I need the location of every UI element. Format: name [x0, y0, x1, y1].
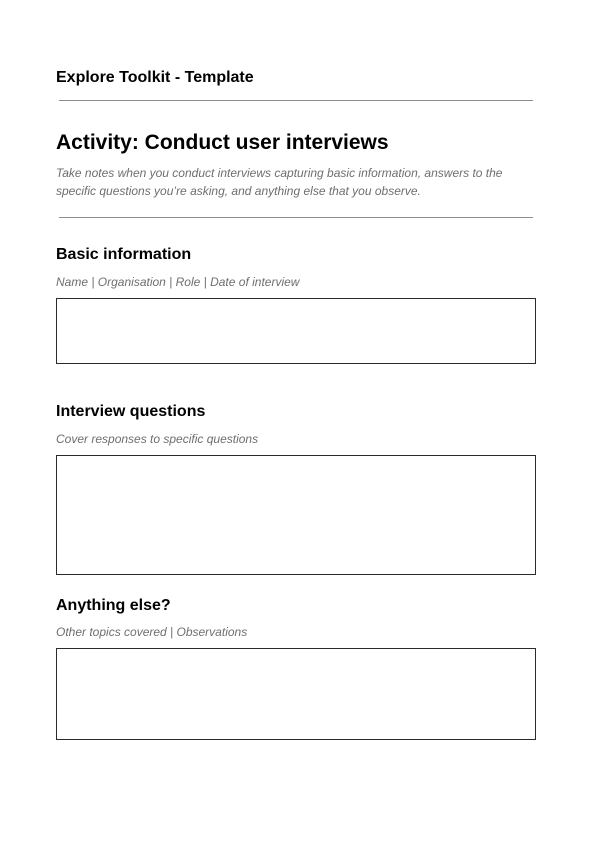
anything-else-heading: Anything else? [56, 597, 171, 614]
header-divider [59, 100, 533, 101]
activity-description: Take notes when you conduct interviews capturing basic information, answers to the specific questions you’re asking, and anything else that you observe. [56, 166, 503, 198]
basic-information-hint: Name | Organisation | Role | Date of interview [56, 275, 300, 289]
anything-else-hint: Other topics covered | Observations [56, 625, 248, 639]
activity-divider [59, 217, 533, 218]
document-header-title: Explore Toolkit - Template [56, 69, 254, 86]
interview-questions-heading: Interview questions [56, 403, 206, 420]
activity-title: Activity: Conduct user interviews [56, 131, 389, 154]
basic-information-field[interactable] [56, 298, 536, 364]
interview-questions-field[interactable] [56, 455, 536, 575]
basic-information-heading: Basic information [56, 246, 192, 263]
anything-else-field[interactable] [56, 648, 536, 740]
interview-questions-hint: Cover responses to specific questions [56, 432, 259, 446]
